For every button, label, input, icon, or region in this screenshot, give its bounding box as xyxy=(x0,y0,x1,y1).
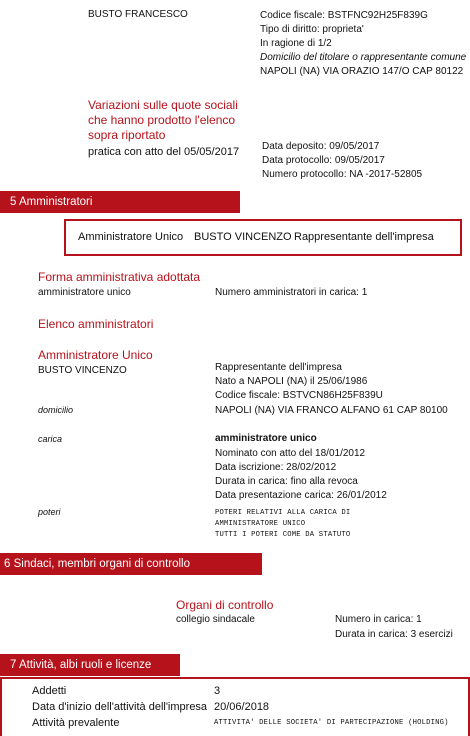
activity-label-inizio: Data d'inizio dell'attività dell'impresa xyxy=(32,701,208,713)
deposit-details xyxy=(262,140,422,182)
carica-detail-line: Data presentazione carica: 26/01/2012 xyxy=(215,490,387,501)
admin-info-line: Nato a NAPOLI (NA) il 25/06/1986 xyxy=(215,376,368,387)
carica-title: amministratore unico xyxy=(215,433,317,444)
activity-box xyxy=(0,677,470,736)
organi-durata: Durata in carica: 3 esercizi xyxy=(335,629,453,640)
owner-details xyxy=(260,9,466,79)
admin-summary-box xyxy=(64,219,462,256)
carica-label: carica xyxy=(38,434,63,444)
organi-title: Organi di controllo xyxy=(176,598,274,612)
activity-label-addetti: Addetti xyxy=(32,685,67,697)
poteri-line: POTERI RELATIVI ALLA CARICA DI xyxy=(215,509,351,517)
domicilio-label: domicilio xyxy=(38,405,74,415)
forma-title: Forma amministrativa adottata xyxy=(38,270,201,284)
variations-title-line: sopra riportato xyxy=(88,128,166,142)
poteri-line: TUTTI I POTERI COME DA STATUTO xyxy=(215,531,351,539)
forma-value: amministratore unico xyxy=(38,287,131,298)
variations-title xyxy=(88,98,238,143)
deposit-line: Data deposito: 09/05/2017 xyxy=(262,141,380,152)
section-6-bar: 6 Sindaci, membri organi di controllo xyxy=(0,553,262,575)
organi-numero: Numero in carica: 1 xyxy=(335,614,422,625)
summary-name: BUSTO VINCENZO xyxy=(194,231,292,243)
practice-text: pratica con atto del 05/05/2017 xyxy=(88,146,240,158)
carica-detail-line: Durata in carica: fino alla revoca xyxy=(215,476,358,487)
admin-name: BUSTO VINCENZO xyxy=(38,365,127,376)
summary-description: Rappresentante dell'impresa xyxy=(294,231,434,243)
activity-label-prevalente: Attività prevalente xyxy=(32,717,120,729)
poteri-label: poteri xyxy=(38,507,61,517)
domicilio-value: NAPOLI (NA) VIA FRANCO ALFANO 61 CAP 80100 xyxy=(215,405,448,416)
activity-value-inizio: 20/06/2018 xyxy=(214,701,270,713)
owner-detail-line: NAPOLI (NA) VIA ORAZIO 147/O CAP 80122 xyxy=(260,66,464,77)
carica-detail-line: Data iscrizione: 28/02/2012 xyxy=(215,462,337,473)
poteri-line: AMMINISTRATORE UNICO xyxy=(215,520,306,528)
admin-info-line: Rappresentante dell'impresa xyxy=(215,362,342,373)
section-7-bar: 7 Attività, albi ruoli e licenze xyxy=(0,654,180,676)
owner-name: BUSTO FRANCESCO xyxy=(88,9,188,20)
organi-value: collegio sindacale xyxy=(176,614,255,625)
elenco-title: Elenco amministratori xyxy=(38,317,154,331)
admin-title: Amministratore Unico xyxy=(38,348,153,362)
variations-title-line: Variazioni sulle quote sociali xyxy=(88,98,238,112)
deposit-line: Numero protocollo: NA -2017-52805 xyxy=(262,169,423,180)
deposit-line: Data protocollo: 09/05/2017 xyxy=(262,155,385,166)
owner-detail-line: Codice fiscale: BSTFNC92H25F839G xyxy=(260,10,428,21)
poteri-text xyxy=(215,508,350,541)
activity-value-addetti: 3 xyxy=(214,685,221,697)
admin-info xyxy=(215,361,383,403)
carica-detail-line: Nominato con atto del 18/01/2012 xyxy=(215,448,366,459)
owner-detail-line: Domicilio del titolare o rappresentante comune xyxy=(260,52,467,63)
owner-detail-line: In ragione di 1/2 xyxy=(260,38,332,49)
section-5-bar: 5 Amministratori xyxy=(0,191,240,213)
activity-value-prevalente: ATTIVITA' DELLE SOCIETA' DI PARTECIPAZIONE (HOLDING) xyxy=(214,719,449,727)
admin-info-line: Codice fiscale: BSTVCN86H25F839U xyxy=(215,390,383,401)
variations-title-line: che hanno prodotto l'elenco xyxy=(88,113,236,127)
owner-detail-line: Tipo di diritto: proprieta' xyxy=(260,24,364,35)
summary-role: Amministratore Unico xyxy=(78,231,184,243)
num-admin: Numero amministratori in carica: 1 xyxy=(215,287,368,298)
carica-details xyxy=(215,447,387,503)
